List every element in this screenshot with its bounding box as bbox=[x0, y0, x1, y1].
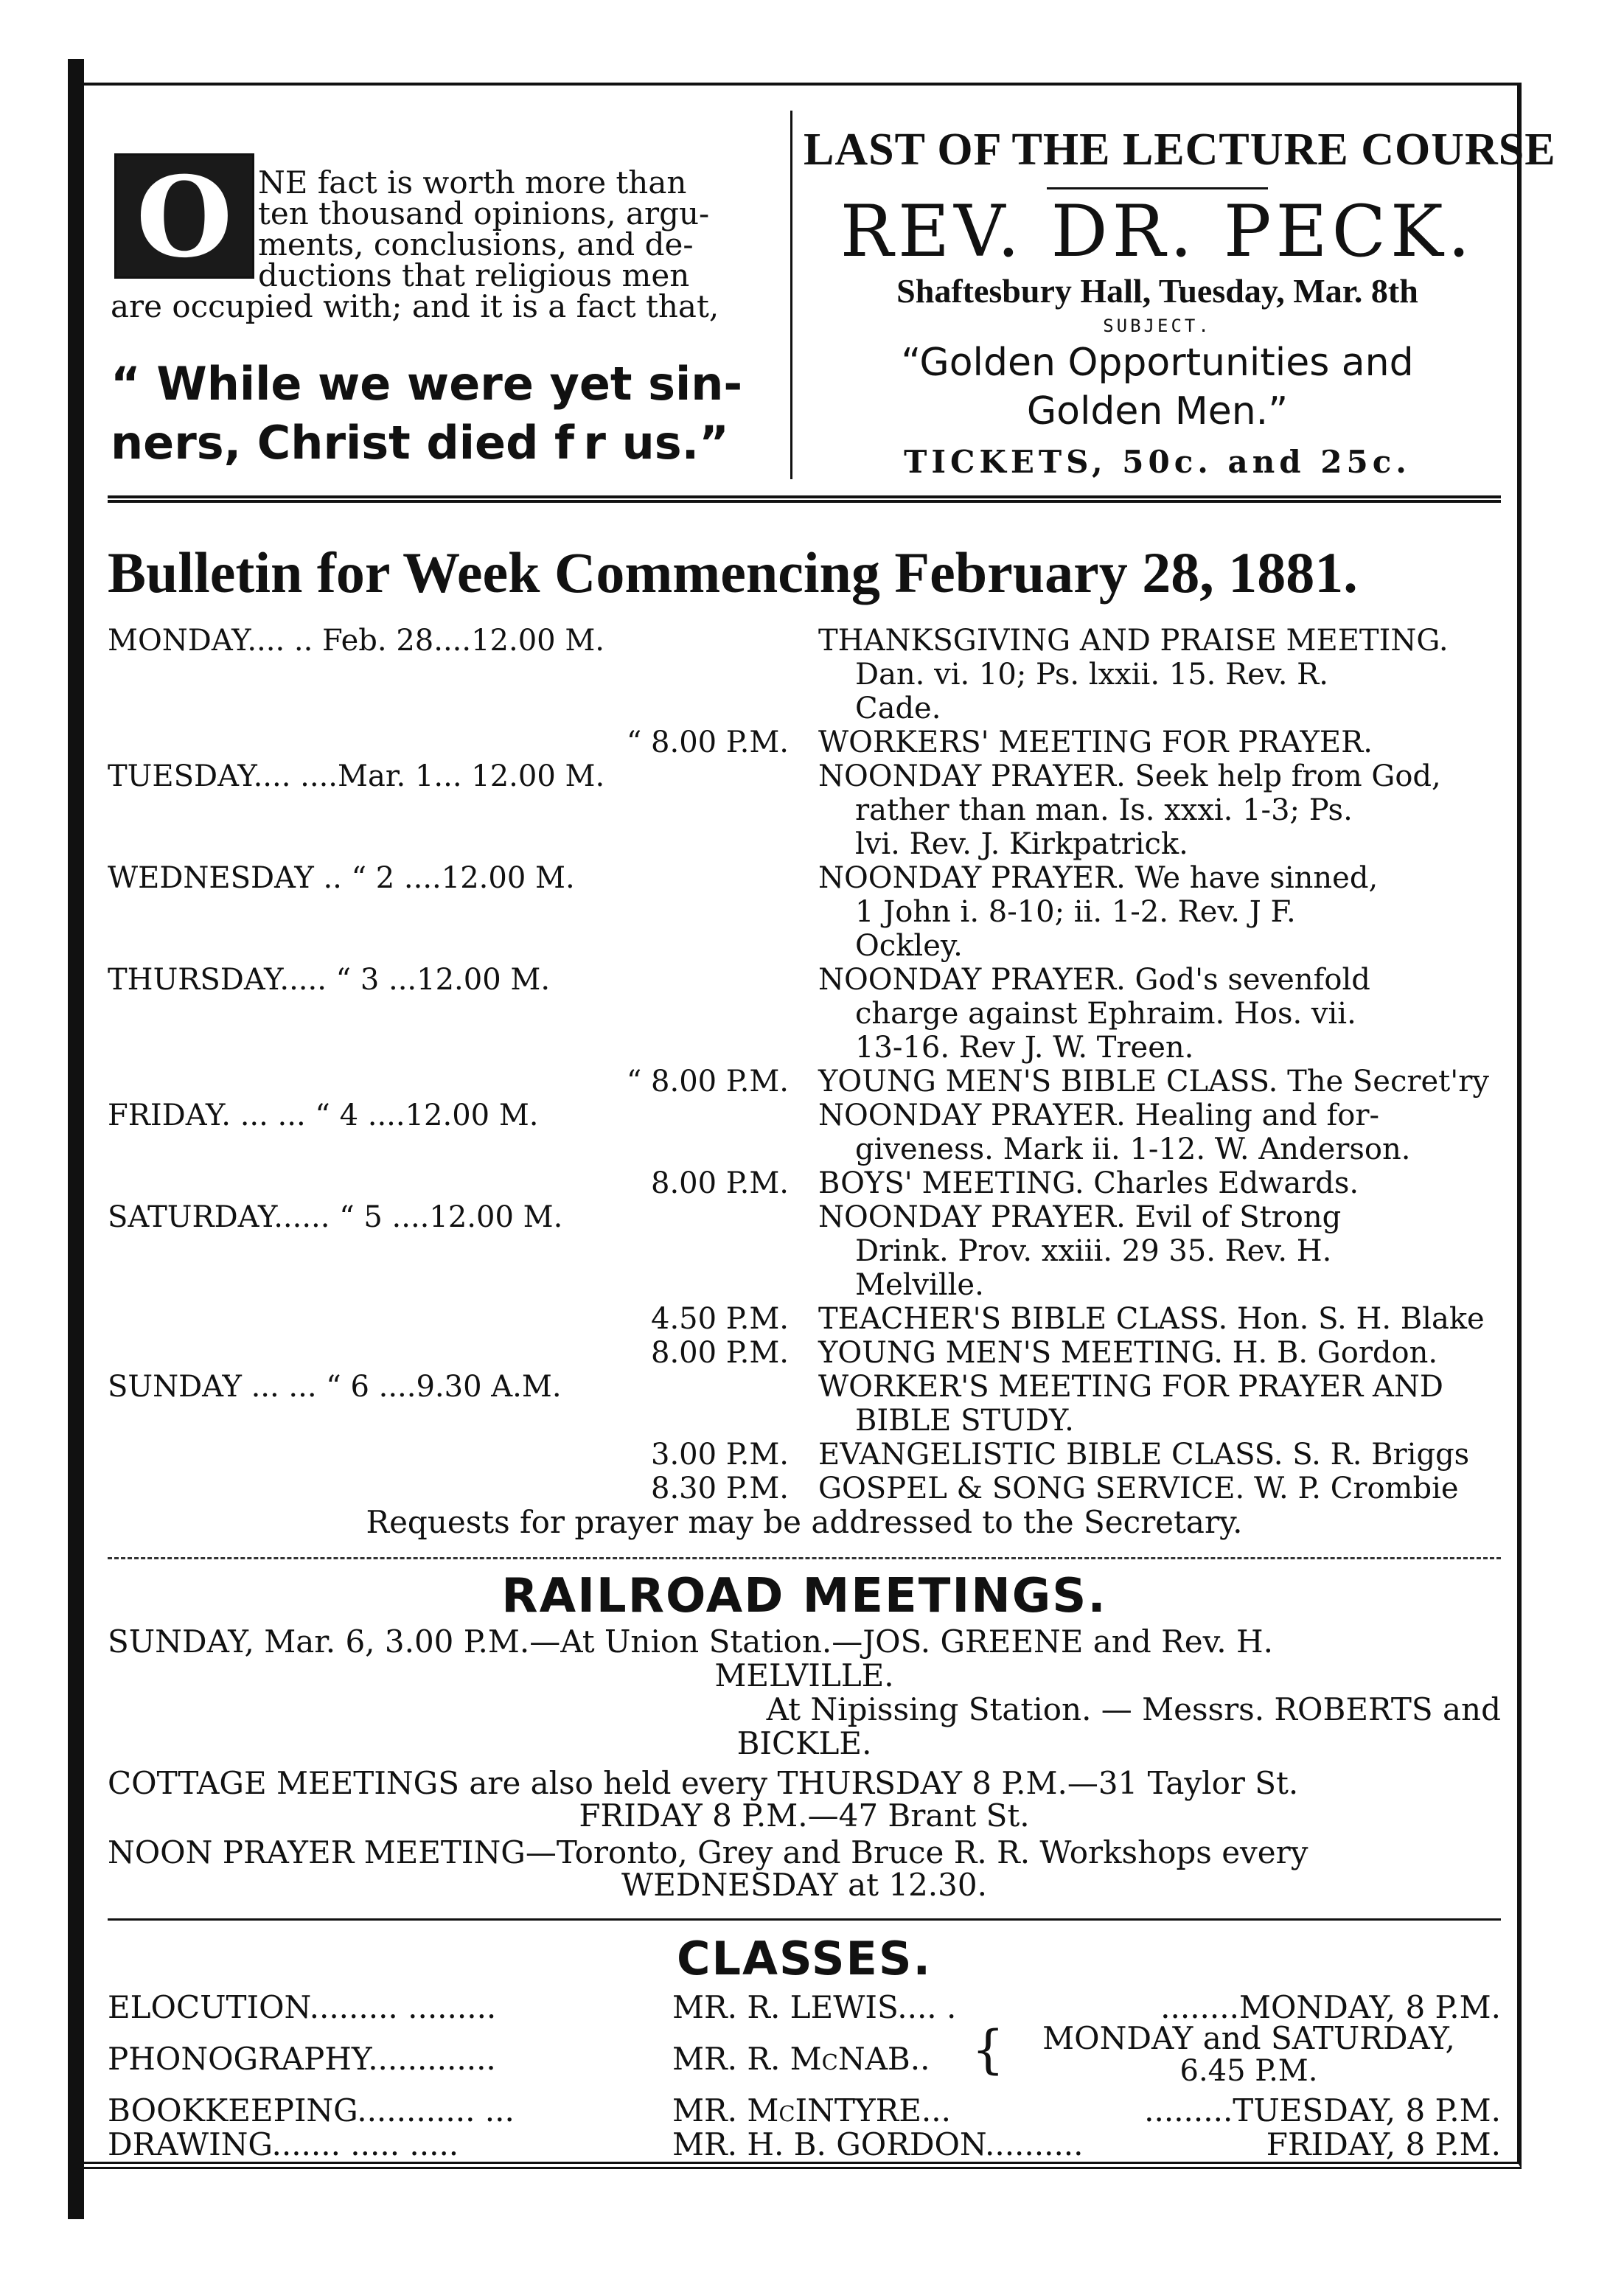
cottage-meetings: FRIDAY 8 P.M.—47 Brant St. bbox=[579, 1797, 1030, 1834]
bulletin-day-time: “ 8.00 P.M. bbox=[626, 725, 789, 759]
bulletin-event: YOUNG MEN'S BIBLE CLASS. The Secret'ry bbox=[818, 1065, 1489, 1099]
bulletin-event: NOONDAY PRAYER. Healing and for- bbox=[818, 1099, 1380, 1132]
bulletin-day-time: 3.00 P.M. bbox=[651, 1438, 789, 1472]
railroad-line: SUNDAY, Mar. 6, 3.00 P.M.—At Union Station.—JOS. GREENE and Rev. H. bbox=[108, 1623, 1273, 1660]
bulletin-event: TEACHER'S BIBLE CLASS. Hon. S. H. Blake bbox=[818, 1302, 1485, 1336]
lecture-subject: “Golden Opportunities and bbox=[901, 341, 1414, 385]
intro-line: ductions that religious men bbox=[258, 257, 690, 293]
bulletin-event-detail: Ockley. bbox=[855, 929, 963, 963]
heading-underline bbox=[1047, 187, 1268, 189]
bulletin-footer: Requests for prayer may be addressed to the Secretary. bbox=[366, 1504, 1243, 1540]
intro-line: ments, conclusions, and de- bbox=[258, 226, 694, 262]
bulletin-event: GOSPEL & SONG SERVICE. W. P. Crombie bbox=[818, 1472, 1459, 1506]
bulletin-event: NOONDAY PRAYER. God's sevenfold bbox=[818, 963, 1370, 997]
bulletin-event-detail: Dan. vi. 10; Ps. lxxii. 15. Rev. R. bbox=[855, 658, 1328, 692]
column-divider bbox=[790, 111, 792, 479]
railroad-heading: RAILROAD MEETINGS. bbox=[501, 1569, 1107, 1623]
bulletin-event: NOONDAY PRAYER. Seek help from God, bbox=[818, 759, 1441, 793]
class-time: .........TUESDAY, 8 P.M. bbox=[1144, 2092, 1501, 2128]
noon-prayer-meeting: NOON PRAYER MEETING—Toronto, Grey and Bruce R. R. Workshops every bbox=[108, 1834, 1308, 1870]
bulletin-event-detail: charge against Ephraim. Hos. vii. bbox=[855, 997, 1356, 1031]
cottage-meetings: COTTAGE MEETINGS are also held every THURSDAY 8 P.M.—31 Taylor St. bbox=[108, 1765, 1299, 1801]
class-teacher: MR. R. LEWIS.... . bbox=[672, 1989, 957, 2025]
bulletin-day-time: “ 8.00 P.M. bbox=[626, 1065, 789, 1099]
bulletin-event-detail: 13-16. Rev J. W. Treen. bbox=[855, 1031, 1194, 1065]
bulletin-event: BOYS' MEETING. Charles Edwards. bbox=[818, 1166, 1359, 1200]
class-subject: PHONOGRAPHY............. bbox=[108, 2041, 496, 2077]
intro-line: are occupied with; and it is a fact that, bbox=[111, 288, 719, 324]
bulletin-day-time: 8.30 P.M. bbox=[651, 1472, 789, 1506]
bulletin-day-time: 8.00 P.M. bbox=[651, 1336, 789, 1370]
bulletin-event-detail: giveness. Mark ii. 1-12. W. Anderson. bbox=[855, 1132, 1411, 1166]
class-time: MONDAY and SATURDAY, bbox=[1042, 2020, 1455, 2056]
subject-label: SUBJECT. bbox=[1103, 316, 1212, 336]
class-teacher: MR. H. B. GORDON.......... bbox=[672, 2126, 1084, 2162]
bulletin-event: YOUNG MEN'S MEETING. H. B. Gordon. bbox=[818, 1336, 1438, 1370]
lecture-heading: LAST OF THE LECTURE COURSE bbox=[804, 125, 1556, 175]
dropcap-letter: O bbox=[136, 153, 233, 282]
brace-icon: { bbox=[972, 2019, 1005, 2080]
bulletin-day-time: 4.50 P.M. bbox=[651, 1302, 789, 1336]
section-rule bbox=[108, 1918, 1501, 1921]
speaker-name: REV. DR. PECK. bbox=[840, 190, 1475, 273]
class-teacher: MR. McINTYRE... bbox=[672, 2092, 951, 2128]
bulletin-event: NOONDAY PRAYER. Evil of Strong bbox=[818, 1200, 1342, 1234]
bulletin-event-detail: lvi. Rev. J. Kirkpatrick. bbox=[855, 827, 1188, 861]
bulletin-day-time: WEDNESDAY .. “ 2 ....12.00 M. bbox=[108, 861, 575, 895]
lecture-subject: Golden Men.” bbox=[1026, 389, 1289, 434]
railroad-line: At Nipissing Station. — Messrs. ROBERTS and bbox=[766, 1691, 1501, 1727]
bulletin-day-time: 8.00 P.M. bbox=[651, 1166, 789, 1200]
bulletin-event-detail: Melville. bbox=[855, 1268, 984, 1302]
class-subject: DRAWING....... ..... ..... bbox=[108, 2126, 459, 2162]
class-subject: ELOCUTION......... ......... bbox=[108, 1989, 497, 2025]
bulletin-event-detail: BIBLE STUDY. bbox=[855, 1404, 1074, 1438]
scripture-quote: ners, Christ died f r us.” bbox=[111, 416, 729, 470]
page-binding-rule bbox=[68, 59, 84, 2219]
intro-line: NE fact is worth more than bbox=[258, 164, 687, 201]
bulletin-day-time: SUNDAY ... ... “ 6 ....9.30 A.M. bbox=[108, 1370, 562, 1404]
class-teacher: MR. R. McNAB.. bbox=[672, 2041, 930, 2077]
bulletin-event-detail: 1 John i. 8-10; ii. 1-2. Rev. J F. bbox=[855, 895, 1296, 929]
railroad-line: MELVILLE. bbox=[714, 1657, 894, 1694]
bulletin-event-detail: Drink. Prov. xxiii. 29 35. Rev. H. bbox=[855, 1234, 1332, 1268]
noon-prayer-meeting: WEDNESDAY at 12.30. bbox=[621, 1867, 987, 1903]
scripture-quote: “ While we were yet sin- bbox=[111, 357, 743, 411]
bulletin-day-time: FRIDAY. ... ... “ 4 ....12.00 M. bbox=[108, 1099, 539, 1132]
bulletin-event: WORKER'S MEETING FOR PRAYER AND bbox=[818, 1370, 1443, 1404]
intro-line: ten thousand opinions, argu- bbox=[258, 195, 710, 232]
ornamental-dropcap bbox=[114, 153, 254, 282]
class-time: 6.45 P.M. bbox=[1179, 2054, 1318, 2088]
bulletin-event: WORKERS' MEETING FOR PRAYER. bbox=[818, 725, 1373, 759]
bulletin-event: THANKSGIVING AND PRAISE MEETING. bbox=[818, 624, 1449, 658]
ticket-prices: TICKETS, 50c. and 25c. bbox=[904, 444, 1411, 480]
section-dashed-rule bbox=[108, 1557, 1501, 1559]
class-time: FRIDAY, 8 P.M. bbox=[1266, 2126, 1501, 2162]
bulletin-day-time: SATURDAY...... “ 5 ....12.00 M. bbox=[108, 1200, 563, 1234]
bulletin-event-detail: Cade. bbox=[855, 692, 941, 725]
bulletin-event-detail: rather than man. Is. xxxi. 1-3; Ps. bbox=[855, 793, 1353, 827]
bulletin-event: EVANGELISTIC BIBLE CLASS. S. R. Briggs bbox=[818, 1438, 1470, 1472]
railroad-line: BICKLE. bbox=[736, 1725, 872, 1761]
lecture-venue: Shaftesbury Hall, Tuesday, Mar. 8th bbox=[896, 272, 1418, 310]
bulletin-day-time: TUESDAY.... ....Mar. 1... 12.00 M. bbox=[108, 759, 605, 793]
section-double-rule bbox=[108, 495, 1501, 503]
classes-heading: CLASSES. bbox=[676, 1932, 933, 1985]
bulletin-day-time: MONDAY.... .. Feb. 28....12.00 M. bbox=[108, 624, 604, 658]
bulletin-title: Bulletin for Week Commencing February 28, 1881. bbox=[108, 540, 1358, 605]
bulletin-event: NOONDAY PRAYER. We have sinned, bbox=[818, 861, 1379, 895]
class-time: ........MONDAY, 8 P.M. bbox=[1160, 1989, 1501, 2025]
bulletin-day-time: THURSDAY..... “ 3 ...12.00 M. bbox=[108, 963, 551, 997]
class-subject: BOOKKEEPING............ ... bbox=[108, 2092, 515, 2128]
